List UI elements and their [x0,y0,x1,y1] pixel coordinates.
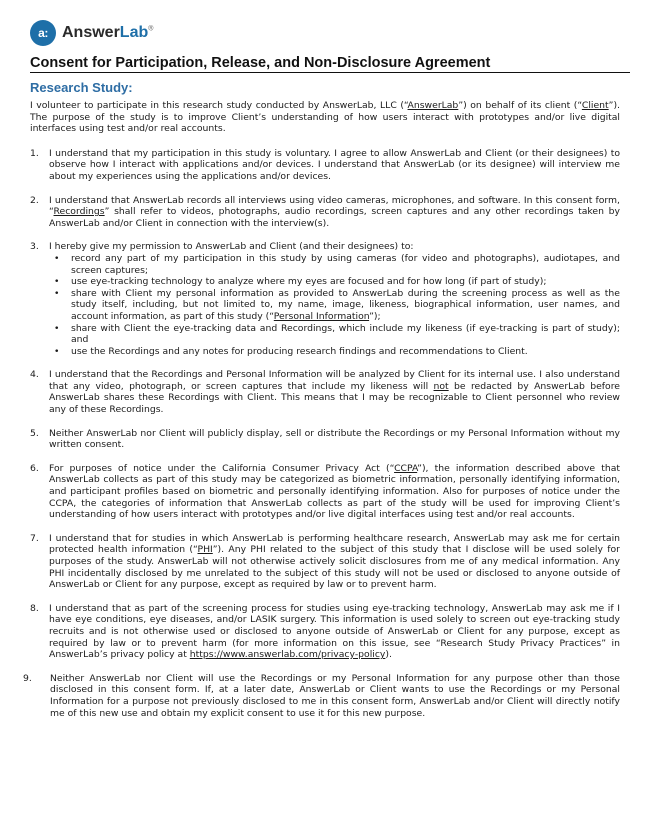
list-item: 1. I understand that my participation in this study is voluntary. I agree to allow AnswerLab and Client (or their designees) to observe how I interact with applications and/or devices. I understand that AnswerLab (or its designee) will interview me about my experiences using the applications and/or devices. [30,147,620,182]
intro-paragraph: I volunteer to participate in this research study conducted by AnswerLab, LLC (“AnswerLab”) on behalf of its client (“Client”). The purpose of the study is to improve Client’s understanding of how users interact with prototypes and/or live digital interfaces using test and/or real accounts. [30,100,620,135]
privacy-policy-link[interactable]: https://www.answerlab.com/privacy-policy [189,649,386,661]
defined-term-phi: PHI [197,544,213,556]
bullet-item: • share with Client my personal information as provided to AnswerLab during the screening process as well as the study itself, including, but not limited to, my name, image, likeness, biographical information, user names, and account information, as part of this study (“Personal Information”); [49,288,620,323]
permission-bullets [49,253,620,357]
list-item: 3. I hereby give my permission to AnswerLab and Client (and their designees) to: • record any part of my participation in this study by using cameras (for video and photographs), audiotapes, and screen captures; • use eye-tracking technology to analyze where my eyes are focused and for how long (if part of study); • share with Client my personal information as provided to AnswerLab during the screening process as well as the study itself, including, but not limited to, my name, image, likeness, biographical information, user names, and account information, as part of this study (“Personal Information”); • share with Client the eye-tracking data and Recordings, which include my likeness (if eye-tracking is part of study); and • use the Recordings and any notes for producing research findings and recommendations to Client. [30,241,620,357]
agreement-list [23,147,620,719]
logo-answer: Answer [62,24,120,41]
answerlab-logo [30,20,153,46]
list-item: 4. I understand that the Recordings and Personal Information will be analyzed by Client for its internal use. I also understand that any video, photograph, or screen captures that include my likeness will not be redacted by AnswerLab before AnswerLab shares these Recordings with Client. This means that I may be recognizable to Client personnel who review any of these Recordings. [30,369,620,416]
logo-trademark: ® [148,25,154,33]
document-body [23,100,620,731]
bullet-item: • record any part of my participation in this study by using cameras (for video and photographs), audiotapes, and screen captures; [49,253,620,276]
logo-mark-icon: a: [30,20,56,46]
defined-term-answerlab: AnswerLab [407,100,459,111]
logo-wordmark [62,24,153,42]
logo-lab: Lab [119,24,149,41]
list-item: 6. For purposes of notice under the California Consumer Privacy Act (“CCPA”), the information described above that AnswerLab collects as part of this study may be categorized as biometric information, personally identifying information, and participant profiles based on biometric and personally identifying information. Also for purposes of notice under the CCPA, the categories of information that AnswerLab collects as part of the study will be used for improving Client’s understanding of how users interact with prototypes and/or live digital interfaces using test and/or real accounts. [30,462,620,521]
bullet-item: • share with Client the eye-tracking data and Recordings, which include my likeness (if eye-tracking is part of study); and [49,323,620,346]
section-heading: Research Study: [30,80,133,95]
list-item: 8. I understand that as part of the screening process for studies using eye-tracking technology, AnswerLab may ask me if I have eye conditions, eye diseases, and/or LASIK surgery. This information is used solely to screen out eye-tracking study recruits and is not otherwise used or disclosed to anyone outside of AnswerLab or Client for any purpose, except as required by law or to prevent harm (for more information on this issue, see “Research Study Privacy Practices” in AnswerLab’s privacy policy at https://www.answerlab.com/privacy-policy). [30,602,620,661]
bullet-item: • use eye-tracking technology to analyze where my eyes are focused and for how long (if part of study); [49,276,620,288]
list-item: 5. Neither AnswerLab nor Client will publicly display, sell or distribute the Recordings or my Personal Information without my written consent. [30,427,620,451]
emphasis-not: not [433,380,449,392]
document-title: Consent for Participation, Release, and Non-Disclosure Agreement [30,55,630,73]
defined-term-ccpa: CCPA [394,462,418,474]
list-item: 2. I understand that AnswerLab records all interviews using video cameras, microphones, and software. In this consent form, “Recordings” shall refer to videos, photographs, audio recordings, screen captures and any other recordings taken by AnswerLab and/or Client in connection with the interview(s). [30,194,620,229]
defined-term-recordings: Recordings [53,206,105,218]
bullet-item: • use the Recordings and any notes for producing research findings and recommendations to Client. [49,346,620,358]
list-item: 9. Neither AnswerLab nor Client will use the Recordings or my Personal Information for any purpose other than those disclosed in this consent form. If, at a later date, AnswerLab or Client wants to use the Recordings or my Personal Information for a purpose not previously disclosed to me in this consent form, AnswerLab and/or Client will directly notify me of this new use and obtain my explicit consent to use it for this new purpose. [23,672,620,719]
defined-term-personal-information: Personal Information [273,310,370,322]
list-item: 7. I understand that for studies in which AnswerLab is performing healthcare research, AnswerLab may ask me for certain protected health information (“PHI”). Any PHI related to the subject of this study that I disclose will be used solely for purposes of the study. AnswerLab will not otherwise actively solicit disclosures from me of any medical information. Any PHI incidentally disclosed by me unrelated to the subject of this study will not be used or disclosed to anyone outside of AnswerLab or Client for any purpose, except as required by law or to prevent harm. [30,532,620,591]
defined-term-client: Client [581,100,609,111]
